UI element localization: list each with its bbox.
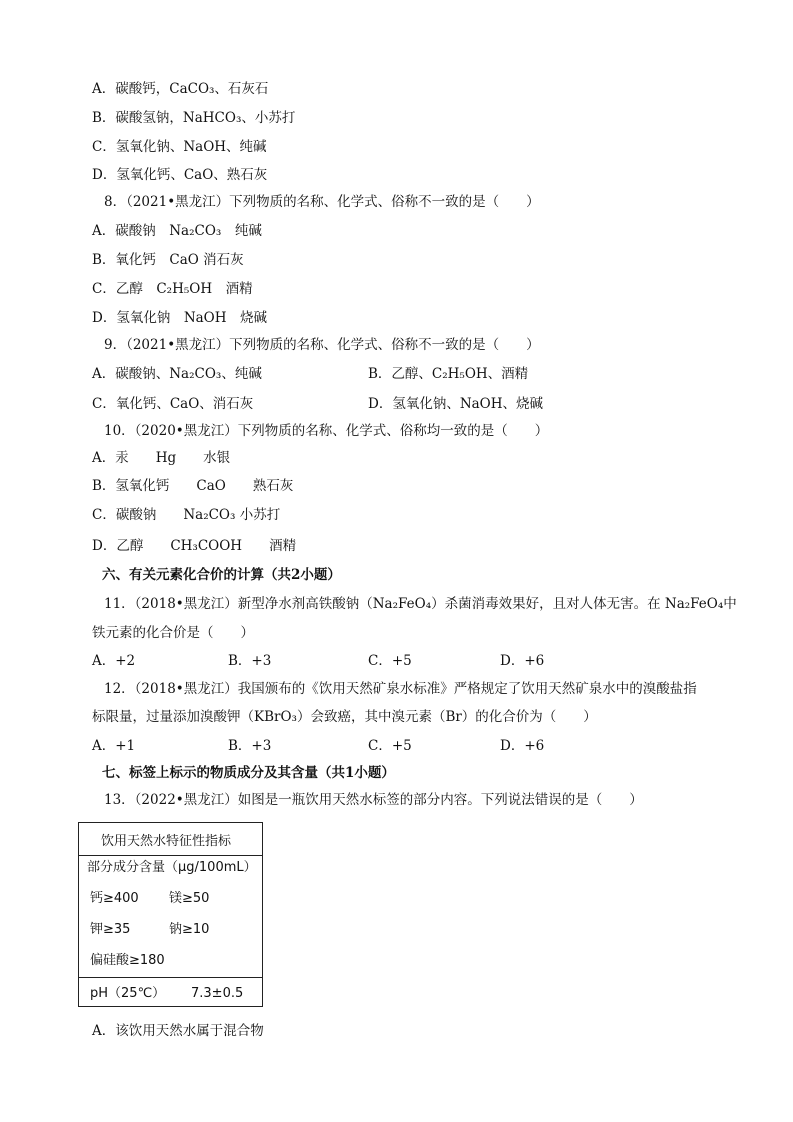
q12-option-b: B．+3: [228, 738, 272, 754]
q12-option-d: D．+6: [500, 738, 545, 754]
q8-option-d: D．氢氧化钠 NaOH 烧碱: [92, 310, 268, 326]
label-metasilicic-acid: 偏硅酸≥180: [90, 953, 165, 968]
q7-option-d: D．氢氧化钙、CaO、熟石灰: [92, 167, 268, 183]
q10-option-a: A．汞 Hg 水银: [92, 450, 231, 466]
q10-option-d: D．乙醇 CH₃COOH 酒精: [92, 538, 297, 554]
q10-stem: 10．（2020•黑龙江）下列物质的名称、化学式、俗称均一致的是（ ）: [104, 423, 549, 439]
q7-option-b: B．碳酸氢钠，NaHCO₃、小苏打: [92, 110, 296, 126]
q7-option-c: C．氢氧化钠、NaOH、纯碱: [92, 139, 267, 155]
q11-option-c: C．+5: [368, 653, 412, 669]
q13-option-a: A．该饮用天然水属于混合物: [92, 1023, 264, 1039]
q12-stem-line2: 标限量，过量添加溴酸钾（KBrO₃）会致癌，其中溴元素（Br）的化合价为（ ）: [92, 709, 597, 725]
label-subtitle: 部分成分含量（μg/100mL）: [87, 860, 257, 875]
q8-stem: 8．（2021•黑龙江）下列物质的名称、化学式、俗称不一致的是（ ）: [104, 194, 540, 210]
q9-option-d: D．氢氧化钠、NaOH、烧碱: [368, 396, 544, 412]
q12-option-a: A．+1: [92, 738, 136, 754]
label-title: 饮用天然水特征性指标: [101, 834, 232, 849]
q8-option-b: B．氧化钙 CaO 消石灰: [92, 252, 244, 268]
label-divider-top: [79, 855, 262, 856]
q13-stem: 13．（2022•黑龙江）如图是一瓶饮用天然水标签的部分内容。下列说法错误的是（ ）: [104, 792, 643, 808]
q12-option-c: C．+5: [368, 738, 412, 754]
label-ph-label: pH（25℃）: [90, 986, 166, 1001]
section-6-heading: 六、有关元素化合价的计算（共2小题）: [102, 567, 341, 583]
label-sodium: 钠≥10: [169, 922, 210, 937]
section-7-heading: 七、标签上标示的物质成分及其含量（共1小题）: [102, 765, 395, 781]
label-potassium: 钾≥35: [90, 922, 131, 937]
q9-option-a: A．碳酸钠、Na₂CO₃、纯碱: [92, 366, 262, 382]
label-ph-value: 7.3±0.5: [191, 986, 244, 1001]
q9-stem: 9．（2021•黑龙江）下列物质的名称、化学式、俗称不一致的是（ ）: [104, 337, 540, 353]
label-magnesium: 镁≥50: [169, 891, 210, 906]
label-calcium: 钙≥400: [90, 891, 139, 906]
q11-option-b: B．+3: [228, 653, 272, 669]
label-divider-bottom: [79, 977, 262, 978]
q9-option-c: C．氧化钙、CaO、消石灰: [92, 396, 254, 412]
water-label-figure: [78, 822, 263, 1007]
q11-option-d: D．+6: [500, 653, 545, 669]
q8-option-c: C．乙醇 C₂H₅OH 酒精: [92, 281, 253, 297]
q8-option-a: A．碳酸钠 Na₂CO₃ 纯碱: [92, 223, 262, 239]
q9-option-b: B．乙醇、C₂H₅OH、酒精: [368, 366, 529, 382]
q11-stem-line2: 铁元素的化合价是（ ）: [92, 625, 254, 641]
q11-stem-line1: 11．（2018•黑龙江）新型净水剂高铁酸钠（Na₂FeO₄）杀菌消毒效果好，且对人体无害。在 Na₂FeO₄中: [104, 596, 737, 612]
q11-option-a: A．+2: [92, 653, 136, 669]
q12-stem-line1: 12．（2018•黑龙江）我国颁布的《饮用天然矿泉水标准》严格规定了饮用天然矿泉水中的溴酸盐指: [104, 681, 697, 697]
q10-option-b: B．氢氧化钙 CaO 熟石灰: [92, 478, 294, 494]
q7-option-a: A．碳酸钙，CaCO₃、石灰石: [92, 81, 269, 97]
q10-option-c: C．碳酸钠 Na₂CO₃ 小苏打: [92, 507, 281, 523]
